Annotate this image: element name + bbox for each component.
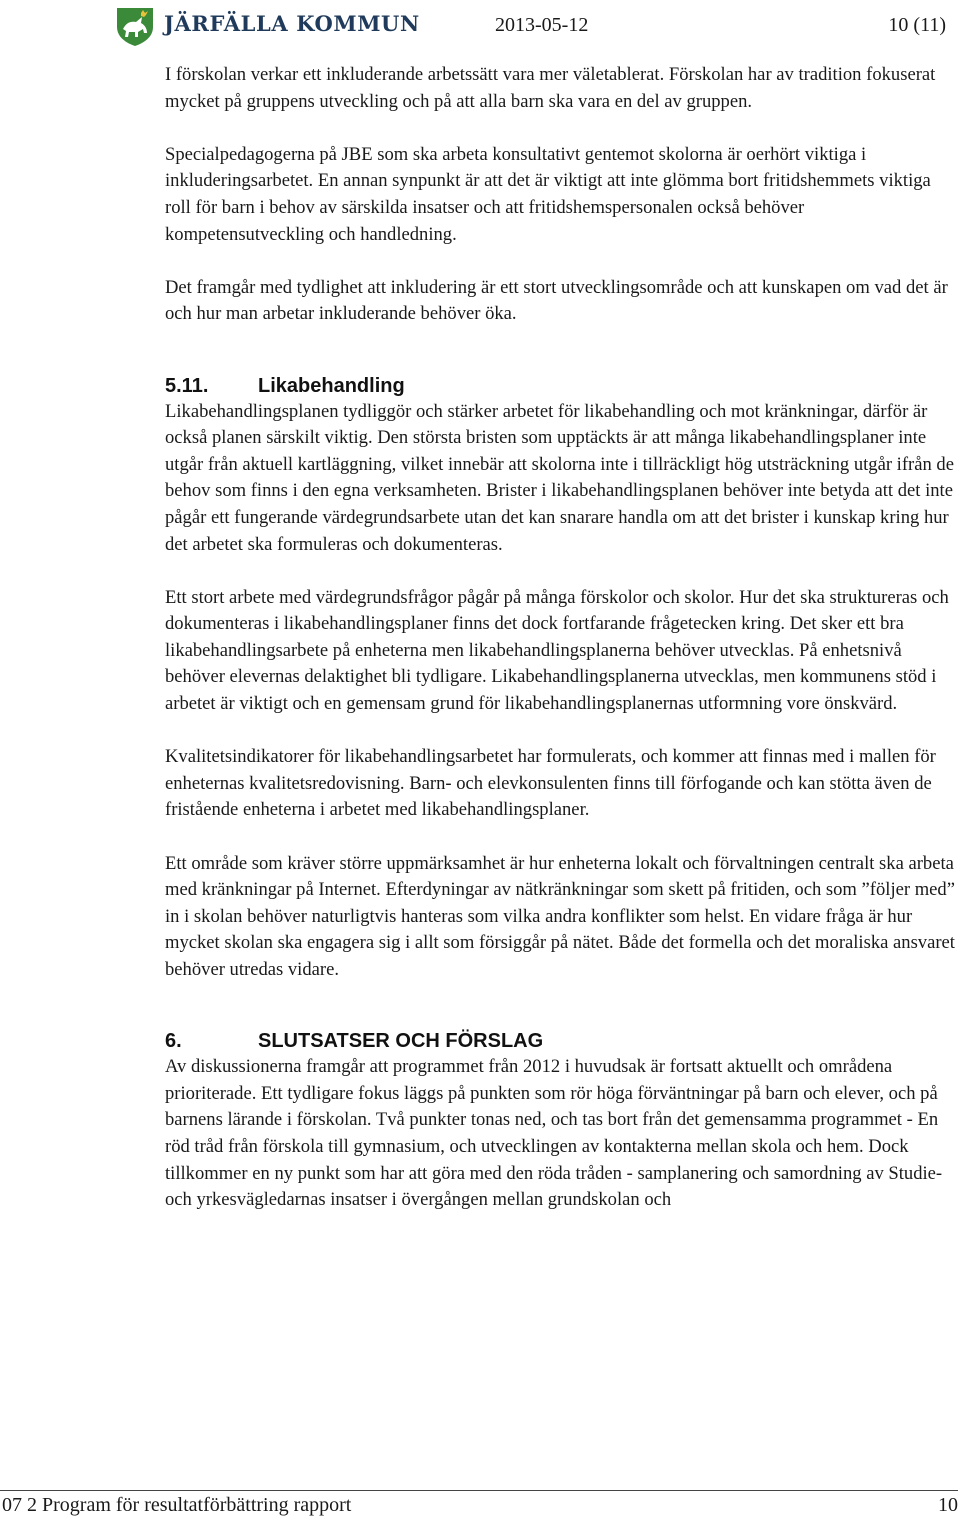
paragraph: Ett område som kräver större uppmärksamhet är hur enheterna lokalt och förvaltningen centralt ska arbeta med kränkningar på Internet. Efterdyningar av nätkränkningar som skett på fritiden, och som ”följer med” in i skolan behöver naturligtvis hanteras som vilka andra konflikter som helst. En vidare fråga är hur mycket skolan ska engagera sig i allt som försiggår på nätet. Både det formella och det moraliska ansvaret behöver utredas vidare. xyxy=(165,852,955,980)
paragraph: Likabehandlingsplanen tydliggör och stärker arbetet för likabehandling och mot kränkningar, därför är också planen särskilt viktig. Den största bristen som upptäckts är att många likabehandlingsplaner inte utgår från aktuell kartläggning, vilket innebär att skolorna inte i tillräckligt hög utsträckning utgår ifrån de behov som finns i den egna verksamheten. Brister i likabehandlingsplanen behöver inte betyda att det inte pågår ett fungerande värdegrundsarbete utan det kan snarare handla om att det brister i kunskap kring hur det arbetet ska formuleras och dokumenteras. xyxy=(165,400,954,555)
page-footer xyxy=(0,1490,958,1521)
paragraph: Specialpedagogerna på JBE som ska arbeta konsultativt gentemot skolorna är oerhört viktiga i inkluderingsarbetet. En annan synpunkt är att det är viktigt att inte glömma bort fritidshemmets viktiga roll för barn i behov av särskilda insatser och att fritidshemspersonalen också behöver kompetensutveckling och handledning. xyxy=(165,143,931,245)
section-heading-5-11 xyxy=(165,373,955,399)
organization-name: JÄRFÄLLA KOMMUN xyxy=(164,11,420,36)
document-body xyxy=(165,62,955,1240)
document-date: 2013-05-12 xyxy=(495,14,589,36)
page-header xyxy=(112,3,950,47)
section-title: Likabehandling xyxy=(258,374,405,397)
paragraph: I förskolan verkar ett inkluderande arbetssätt vara mer väletablerat. Förskolan har av tradition fokuserat mycket på gruppens utveckling och på att alla barn ska vara en del av gruppen. xyxy=(165,64,936,112)
page-indicator: 10 (11) xyxy=(888,14,946,36)
municipal-coat-of-arms-icon xyxy=(114,5,156,47)
footer-document-title: 07 2 Program för resultatförbättring rapport xyxy=(2,1494,352,1516)
paragraph: Av diskussionerna framgår att programmet från 2012 i huvudsak är fortsatt aktuellt och områdena prioriterade. Ett tydligare fokus läggs på punkten som rör höga förväntningar på barn och elever, och på barnens lärande i förskolan. Två punkter tonas ned, och tas bort från det gemensamma programmet - En röd tråd från förskola till gymnasium, och utvecklingen av kontakterna mellan skola och hem. Dock tillkommer en ny punkt som har att göra med den röda tråden - samplanering och samordning av Studie- och yrkesvägledarnas insatser i övergången mellan grundskolan och xyxy=(165,1056,943,1211)
section-number: 5.11. xyxy=(165,374,209,397)
paragraph: Det framgår med tydlighet att inkludering är ett stort utvecklingsområde och att kunskapen om vad det är och hur man arbetar inkluderande behöver öka. xyxy=(165,276,948,325)
section-title: SLUTSATSER OCH FÖRSLAG xyxy=(258,1030,544,1053)
footer-page-number: 10 xyxy=(938,1494,958,1516)
paragraph: Kvalitetsindikatorer för likabehandlingsarbetet har formulerats, och kommer att finnas med i mallen för enheternas kvalitetsredovisning. Barn- och elevkonsulenten finns till förfogande och kan stötta även de fristående enheterna i arbetet med likabehandlingsplaner. xyxy=(165,746,936,821)
section-heading-6 xyxy=(165,1028,955,1054)
section-number: 6. xyxy=(165,1030,182,1053)
paragraph: Ett stort arbete med värdegrundsfrågor pågår på många förskolor och skolor. Hur det ska struktureras och dokumenteras i likabehandlingsplaner finns det dock fortfarande frågetecken kring. Det sker ett bra likabehandlingsarbete på enheterna men likabehandlingsplanerna behöver utvecklas. På enhetsnivå behöver elevernas delaktighet bli tydligare. Likabehandlingsplanerna utvecklas, men kommunens stöd i arbetet är viktigt och en gemensam grund för likabehandlingsplanernas utformning vore önskvärd. xyxy=(165,586,949,715)
